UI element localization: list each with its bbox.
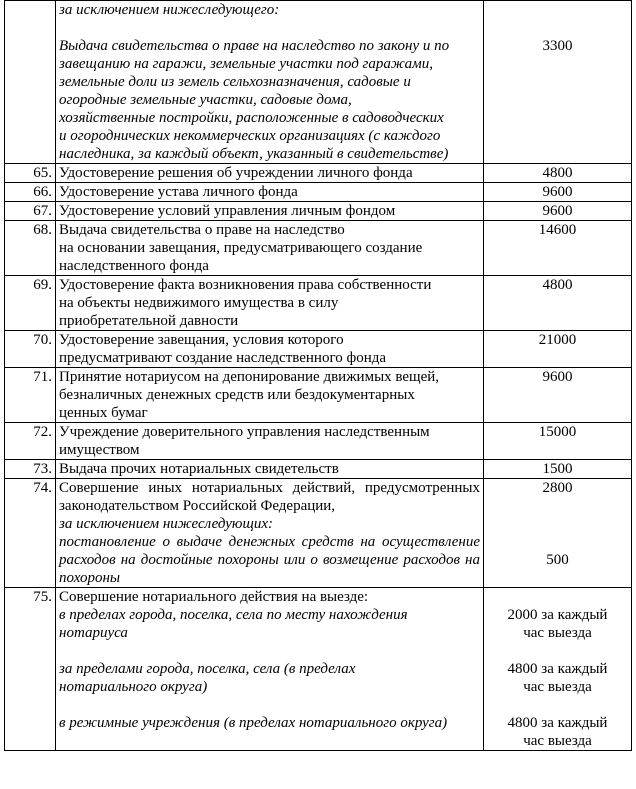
- row-fee-cell: [484, 479, 632, 588]
- row-number: 75.: [5, 588, 56, 751]
- fee-value: 9600: [484, 183, 632, 202]
- row-description: Выдача свидетельства о праве на наследство на основании завещания, предусматривающего создание наследственного фонда: [56, 221, 484, 276]
- row-description: Удостоверение факта возникновения права собственности на объекты недвижимого имущества в силу приобретательной давности: [56, 276, 484, 331]
- fee-value: 9600: [484, 368, 632, 423]
- fee-value: 1500: [484, 460, 632, 479]
- row-fee-cell: [484, 1, 632, 164]
- fee-value: 3300: [542, 38, 573, 54]
- blank-line: [487, 533, 628, 551]
- table-row: [5, 276, 632, 331]
- row-number: 69.: [5, 276, 56, 331]
- fee-value: 14600: [484, 221, 632, 276]
- row-description: Удостоверение завещания, условия которого предусматривают создание наследственного фонда: [56, 331, 484, 368]
- table-row: [5, 183, 632, 202]
- row-number: 66.: [5, 183, 56, 202]
- table-row: [5, 423, 632, 460]
- row-description: Принятие нотариусом на депонирование движимых вещей, безналичных денежных средств или бездокументарных ценных бумаг: [56, 368, 484, 423]
- blank-line: [487, 1, 628, 19]
- row-fee-cell: [484, 588, 632, 751]
- fee-value: 21000: [484, 331, 632, 368]
- row-description: Совершение нотариального действия на выезде:: [59, 589, 369, 605]
- row-number-cell: [5, 1, 56, 164]
- blank-line: [59, 642, 480, 660]
- table-row-74: [5, 479, 632, 588]
- blank-line: [487, 642, 628, 660]
- sub-item-fee: 4800 за каждый час выезда: [507, 661, 608, 695]
- exception-text: постановление о выдаче денежных средств на осуществление расходов на достойные похороны или о возмещение расходов на похороны: [59, 534, 480, 586]
- row-description: Удостоверение решения об учреждении личного фонда: [56, 164, 484, 183]
- table-row: [5, 221, 632, 276]
- row-number: 65.: [5, 164, 56, 183]
- fee-value: 2800: [542, 480, 573, 496]
- blank-line: [487, 515, 628, 533]
- notary-fee-table: [4, 0, 632, 751]
- row-description: Удостоверение условий управления личным фондом: [56, 202, 484, 221]
- blank-line: [59, 19, 480, 37]
- row-number: 74.: [5, 479, 56, 588]
- fee-value: 9600: [484, 202, 632, 221]
- blank-line: [487, 19, 628, 37]
- sub-item-text: в режимные учреждения (в пределах нотариального округа): [59, 715, 448, 731]
- table-row: [5, 202, 632, 221]
- row-number: 68.: [5, 221, 56, 276]
- fee-value: 15000: [484, 423, 632, 460]
- sub-item-fee: 2000 за каждый час выезда: [507, 607, 608, 641]
- row-description: Выдача прочих нотариальных свидетельств: [56, 460, 484, 479]
- row-description: Совершение иных нотариальных действий, предусмотренных законодательством Российской Федерации,: [59, 480, 480, 514]
- exception-fee-value: 500: [546, 552, 569, 568]
- exception-text: Выдача свидетельства о праве на наследство по закону и по завещанию на гаражи, земельные участки под гаражами, земельные доли из земель сельхозназначения, садовые и огородные земельные участки, садовые дома, хозяйственные постройки, расположенные в садоводческих и огороднических некоммерческих организациях (с каждого наследника, за каждый объект, указанный в свидетельстве): [59, 38, 450, 162]
- table-row: [5, 164, 632, 183]
- fee-value: 4800: [484, 164, 632, 183]
- row-description: Учреждение доверительного управления наследственным имуществом: [56, 423, 484, 460]
- blank-line: [59, 696, 480, 714]
- table-row: [5, 460, 632, 479]
- sub-item-text: за пределами города, поселка, села (в пределах нотариального округа): [59, 661, 356, 695]
- row-description-cell: [56, 479, 484, 588]
- table-row: [5, 368, 632, 423]
- exception-intro: за исключением нижеследующего:: [59, 2, 280, 18]
- row-description-cell: [56, 588, 484, 751]
- row-number: 73.: [5, 460, 56, 479]
- table-row-75: [5, 588, 632, 751]
- fee-value: 4800: [484, 276, 632, 331]
- table-row: [5, 331, 632, 368]
- row-description-cell: [56, 1, 484, 164]
- row-description: Удостоверение устава личного фонда: [56, 183, 484, 202]
- row-number: 70.: [5, 331, 56, 368]
- row-number: 72.: [5, 423, 56, 460]
- sub-item-text: в пределах города, поселка, села по месту нахождения нотариуса: [59, 607, 408, 641]
- sub-item-fee: 4800 за каждый час выезда: [507, 715, 608, 749]
- blank-line: [487, 696, 628, 714]
- table-row-continuation: [5, 1, 632, 164]
- blank-line: [487, 497, 628, 515]
- blank-line: [487, 588, 628, 606]
- row-number: 67.: [5, 202, 56, 221]
- row-number: 71.: [5, 368, 56, 423]
- exception-intro: за исключением нижеследующих:: [59, 516, 273, 532]
